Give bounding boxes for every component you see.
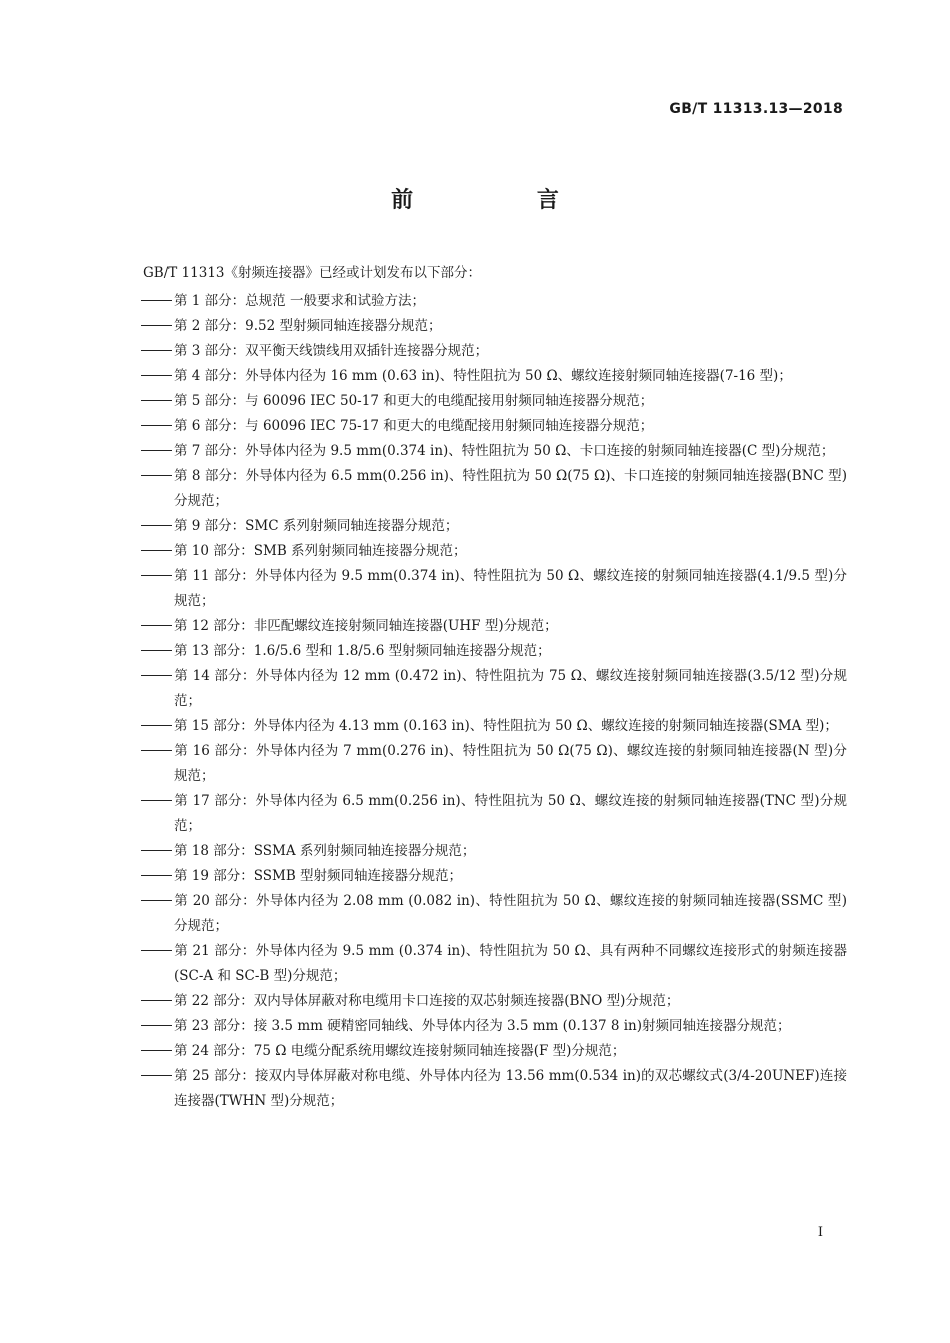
list-item-text: 第 8 部分：外导体内径为 6.5 mm(0.256 in)、特性阻抗为 50 Ω(75 Ω)、卡口连接的射频同轴连接器(BNC 型)分规范； [174, 468, 847, 509]
page-number: I [817, 1225, 823, 1240]
list-item [141, 614, 847, 639]
list-item [141, 414, 847, 439]
list-item-text: 第 2 部分：9.52 型射频同轴连接器分规范； [174, 318, 442, 334]
em-dash-marker [141, 639, 174, 664]
list-item-text: 第 19 部分：SSMB 型射频同轴连接器分规范； [174, 868, 463, 884]
em-dash-marker [141, 789, 174, 814]
list-item [141, 1014, 847, 1039]
em-dash-marker [141, 614, 174, 639]
em-dash-marker [141, 514, 174, 539]
list-item [141, 864, 847, 889]
list-item [141, 1064, 847, 1114]
list-item-text: 第 24 部分：75 Ω 电缆分配系统用螺纹连接射频同轴连接器(F 型)分规范； [174, 1043, 626, 1059]
em-dash-marker [141, 889, 174, 914]
em-dash-marker [141, 714, 174, 739]
em-dash-marker [141, 464, 174, 489]
list-item-text: 第 17 部分：外导体内径为 6.5 mm(0.256 in)、特性阻抗为 50 Ω、螺纹连接的射频同轴连接器(TNC 型)分规范； [174, 793, 847, 834]
em-dash-marker [141, 314, 174, 339]
list-item [141, 564, 847, 614]
em-dash-marker [141, 439, 174, 464]
em-dash-marker [141, 414, 174, 439]
em-dash-marker [141, 839, 174, 864]
intro-paragraph: GB/T 11313《射频连接器》已经或计划发布以下部分： [143, 265, 481, 281]
list-item-text: 第 23 部分：接 3.5 mm 硬精密同轴线、外导体内径为 3.5 mm (0.137 8 in)射频同轴连接器分规范； [174, 1018, 791, 1034]
list-item [141, 939, 847, 989]
em-dash-marker [141, 339, 174, 364]
list-item-text: 第 6 部分：与 60096 IEC 75-17 和更大的电缆配接用射频同轴连接器分规范； [174, 418, 654, 434]
em-dash-marker [141, 1014, 174, 1039]
list-item-text: 第 9 部分：SMC 系列射频同轴连接器分规范； [174, 518, 459, 534]
list-item-text: 第 15 部分：外导体内径为 4.13 mm (0.163 in)、特性阻抗为 50 Ω、螺纹连接的射频同轴连接器(SMA 型)； [174, 718, 838, 734]
list-item-text: 第 5 部分：与 60096 IEC 50-17 和更大的电缆配接用射频同轴连接器分规范； [174, 393, 654, 409]
list-item [141, 389, 847, 414]
list-item [141, 439, 847, 464]
list-item [141, 364, 847, 389]
list-item [141, 789, 847, 839]
em-dash-marker [141, 564, 174, 589]
list-item [141, 339, 847, 364]
em-dash-marker [141, 364, 174, 389]
em-dash-marker [141, 664, 174, 689]
list-item-text: 第 4 部分：外导体内径为 16 mm (0.63 in)、特性阻抗为 50 Ω、螺纹连接射频同轴连接器(7-16 型)； [174, 368, 792, 384]
list-item [141, 289, 847, 314]
list-item-text: 第 1 部分：总规范 一般要求和试验方法； [174, 293, 425, 309]
em-dash-marker [141, 989, 174, 1014]
list-item [141, 839, 847, 864]
em-dash-marker [141, 539, 174, 564]
em-dash-marker [141, 1039, 174, 1064]
list-item [141, 314, 847, 339]
list-item-text: 第 12 部分：非匹配螺纹连接射频同轴连接器(UHF 型)分规范； [174, 618, 558, 634]
list-item [141, 664, 847, 714]
list-item-text: 第 21 部分：外导体内径为 9.5 mm (0.374 in)、特性阻抗为 50 Ω、具有两种不同螺纹连接形式的射频连接器(SC-A 和 SC-B 型)分规范； [174, 943, 847, 984]
list-item [141, 989, 847, 1014]
list-item [141, 739, 847, 789]
list-item [141, 539, 847, 564]
list-item-text: 第 16 部分：外导体内径为 7 mm(0.276 in)、特性阻抗为 50 Ω(75 Ω)、螺纹连接的射频同轴连接器(N 型)分规范； [174, 743, 847, 784]
page-title: 前 言 [391, 188, 617, 213]
list-item-text: 第 18 部分：SSMA 系列射频同轴连接器分规范； [174, 843, 476, 859]
em-dash-marker [141, 939, 174, 964]
list-item-text: 第 20 部分：外导体内径为 2.08 mm (0.082 in)、特性阻抗为 50 Ω、螺纹连接的射频同轴连接器(SSMC 型)分规范； [174, 893, 847, 934]
em-dash-marker [141, 289, 174, 314]
em-dash-marker [141, 739, 174, 764]
list-item-text: 第 7 部分：外导体内径为 9.5 mm(0.374 in)、特性阻抗为 50 Ω、卡口连接的射频同轴连接器(C 型)分规范； [174, 443, 835, 459]
em-dash-marker [141, 1064, 174, 1089]
list-item [141, 639, 847, 664]
list-item [141, 1039, 847, 1064]
standard-code: GB/T 11313.13—2018 [669, 101, 843, 117]
list-item-text: 第 10 部分：SMB 系列射频同轴连接器分规范； [174, 543, 467, 559]
list-item [141, 714, 847, 739]
em-dash-marker [141, 864, 174, 889]
em-dash-marker [141, 389, 174, 414]
list-item [141, 464, 847, 514]
list-item [141, 514, 847, 539]
list-item-text: 第 13 部分：1.6/5.6 型和 1.8/5.6 型射频同轴连接器分规范； [174, 643, 551, 659]
parts-list [141, 289, 847, 1114]
list-item-text: 第 25 部分：接双内导体屏蔽对称电缆、外导体内径为 13.56 mm(0.534 in)的双芯螺纹式(3/4-20UNEF)连接连接器(TWHN 型)分规范； [174, 1068, 847, 1109]
list-item-text: 第 11 部分：外导体内径为 9.5 mm(0.374 in)、特性阻抗为 50 Ω、螺纹连接的射频同轴连接器(4.1/9.5 型)分规范； [174, 568, 847, 609]
list-item-text: 第 14 部分：外导体内径为 12 mm (0.472 in)、特性阻抗为 75 Ω、螺纹连接射频同轴连接器(3.5/12 型)分规范； [174, 668, 847, 709]
list-item [141, 889, 847, 939]
list-item-text: 第 3 部分：双平衡天线馈线用双插针连接器分规范； [174, 343, 489, 359]
list-item-text: 第 22 部分：双内导体屏蔽对称电缆用卡口连接的双芯射频连接器(BNO 型)分规范； [174, 993, 680, 1009]
